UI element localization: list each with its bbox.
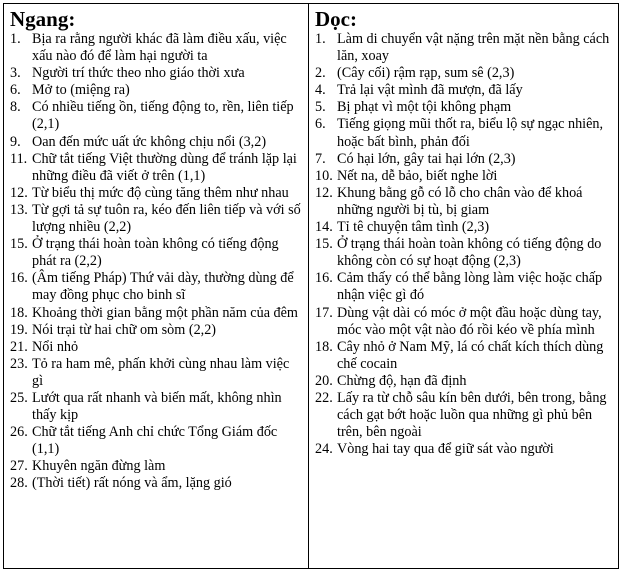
clue-text: Dùng vật dài có móc ở một đầu hoặc dùng tay, móc vào một vật nào đó rồi kéo về phía mình [337,304,602,338]
clue-item [10,134,302,151]
clue-item [10,339,302,356]
clue-text: (Thời tiết) rất nóng và ẩm, lặng gió [32,475,232,492]
clue-item [315,305,612,339]
clue-text: Cảm thấy có thể bằng lòng làm việc hoặc chấp nhận việc gì đó [337,270,603,304]
clue-number: 22. [315,389,333,406]
clue-item [10,202,302,236]
clue-text: Từ biểu thị mức độ cùng tăng thêm như nhau [32,184,289,201]
clue-number: 3. [10,65,21,82]
clue-item [315,116,612,150]
clue-number: 19. [10,321,28,338]
clue-text: Có nhiều tiếng ồn, tiếng động to, rền, liên tiếp (2,1) [32,99,294,133]
clue-item [10,151,302,185]
down-heading: Dọc: [315,7,357,31]
clue-item [315,373,612,390]
clue-number: 14. [315,219,333,236]
clue-number: 8. [10,99,21,116]
down-column [309,4,618,568]
clue-item [10,270,302,304]
clue-item [10,99,302,133]
clue-item [315,270,612,304]
clue-number: 24. [315,441,333,458]
clue-item [10,185,302,202]
clue-number: 11. [10,150,28,167]
clue-item [10,390,302,424]
clue-number: 10. [315,167,333,184]
clue-text: Lướt qua rất nhanh và biến mất, không nhìn thấy kịp [32,389,282,424]
clue-text: Chữ tắt tiếng Anh chỉ chức Tổng Giám đốc (1,1) [32,424,278,458]
clue-text: Khoảng thời gian bằng một phần năm của đêm [32,304,298,321]
clue-item [315,236,612,270]
clue-item [315,390,612,441]
clue-text: Khuyên ngăn đừng làm [32,458,166,475]
clue-number: 21. [10,338,28,355]
clue-item [315,339,612,373]
clue-text: Ở trạng thái hoàn toàn không có tiếng động phát ra (2,2) [32,236,279,270]
clue-number: 12. [315,184,333,201]
clue-number: 18. [315,338,333,355]
clue-text: Bị phạt vì một tội không phạm [337,99,512,116]
clue-text: Vòng hai tay qua để giữ sát vào người [337,441,554,458]
clue-item [10,82,302,99]
clue-text: Chừng độ, hạn đã định [337,372,467,389]
clue-text: Mở to (miệng ra) [32,82,130,99]
clue-number: 25. [10,389,28,406]
clue-number: 16. [315,270,333,287]
clue-text: Làm di chuyển vật nặng trên mặt nền bằng cách lăn, xoay [337,31,610,65]
clue-item [315,185,612,219]
clue-number: 20. [315,372,333,389]
clue-text: Oan đến mức uất ức không chịu nổi (3,2) [32,133,267,150]
clue-text: Lấy ra từ chỗ sâu kín bên dưới, bên trong, bằng cách gạt bớt hoặc luồn qua những gì phủ bên trên, bên ngoài [337,389,607,441]
clue-item [10,356,302,390]
clue-text: Ở trạng thái hoàn toàn không có tiếng động do không còn có sự hoạt động (2,3) [337,236,602,270]
crossword-clue-table [3,3,619,569]
clue-text: Cây nhỏ ở Nam Mỹ, lá có chất kích thích dùng chế cocain [337,338,604,372]
clue-number: 16. [10,270,28,287]
clue-item [315,219,612,236]
clue-number: 23. [10,355,28,372]
clue-text: Người trí thức theo nho giáo thời xưa [32,65,245,82]
clue-number: 17. [315,304,333,321]
clue-number: 1. [315,31,326,47]
clue-text: Khung bằng gỗ có lỗ cho chân vào để khoá những người bị tù, bị giam [337,184,583,218]
clue-text: Trả lại vật mình đã mượn, đã lấy [337,82,523,99]
clue-item [10,322,302,339]
down-clue-list [315,31,612,458]
clue-text: (Âm tiếng Pháp) Thứ vải dày, thường dùng để may đồng phục cho binh sĩ [32,270,294,304]
clue-item [315,65,612,82]
clue-text: Tiếng giọng mũi thốt ra, biểu lộ sự ngạc nhiên, hoặc bất bình, phản đối [337,116,604,150]
clue-item [315,151,612,168]
clue-item [10,424,302,458]
clue-number: 6. [315,116,326,133]
clue-number: 12. [10,184,28,201]
clue-item [10,475,302,492]
clue-text: Nói trại từ hai chữ om sòm (2,2) [32,321,217,338]
clue-text: Có hại lớn, gây tai hại lớn (2,3) [337,150,516,167]
clue-item [315,99,612,116]
clue-text: Nết na, dễ bảo, biết nghe lời [337,167,498,184]
clue-text: Từ gợi tả sự tuôn ra, kéo đến liên tiếp và với số lượng nhiều (2,2) [32,201,301,236]
clue-item [315,82,612,99]
clue-number: 13. [10,201,28,218]
clue-item [315,31,612,65]
clue-text: Nổi nhỏ [32,338,79,355]
clue-number: 5. [315,99,326,116]
clue-item [10,31,302,65]
across-clue-list [10,31,302,493]
clue-number: 26. [10,424,28,441]
clue-number: 18. [10,304,28,321]
clue-item [10,458,302,475]
clue-item [10,65,302,82]
clue-item [10,305,302,322]
clue-text: (Cây cối) rậm rạp, sum sê (2,3) [337,65,515,82]
across-heading: Ngang: [10,7,76,31]
clue-number: 6. [10,82,21,99]
clue-number: 27. [10,458,28,475]
clue-item [315,168,612,185]
clue-number: 15. [315,236,333,253]
clue-text: Chữ tắt tiếng Việt thường dùng để tránh lặp lại những điều đã viết ở trên (1,1) [32,150,297,184]
clue-number: 7. [315,150,326,167]
clue-text: Bịa ra rằng người khác đã làm điều xấu, việc xấu nào đó để làm hại người ta [32,31,287,65]
clue-item [10,236,302,270]
clue-number: 9. [10,133,21,150]
clue-number: 15. [10,236,28,253]
clue-text: Tỏ ra ham mê, phấn khởi cùng nhau làm việc gì [32,355,290,389]
clue-number: 2. [315,65,326,82]
clue-number: 28. [10,475,28,492]
clue-number: 1. [10,31,21,47]
clue-text: Tỉ tê chuyện tâm tình (2,3) [337,219,490,236]
clue-number: 4. [315,82,326,99]
clue-item [315,441,612,458]
across-column [4,4,309,568]
